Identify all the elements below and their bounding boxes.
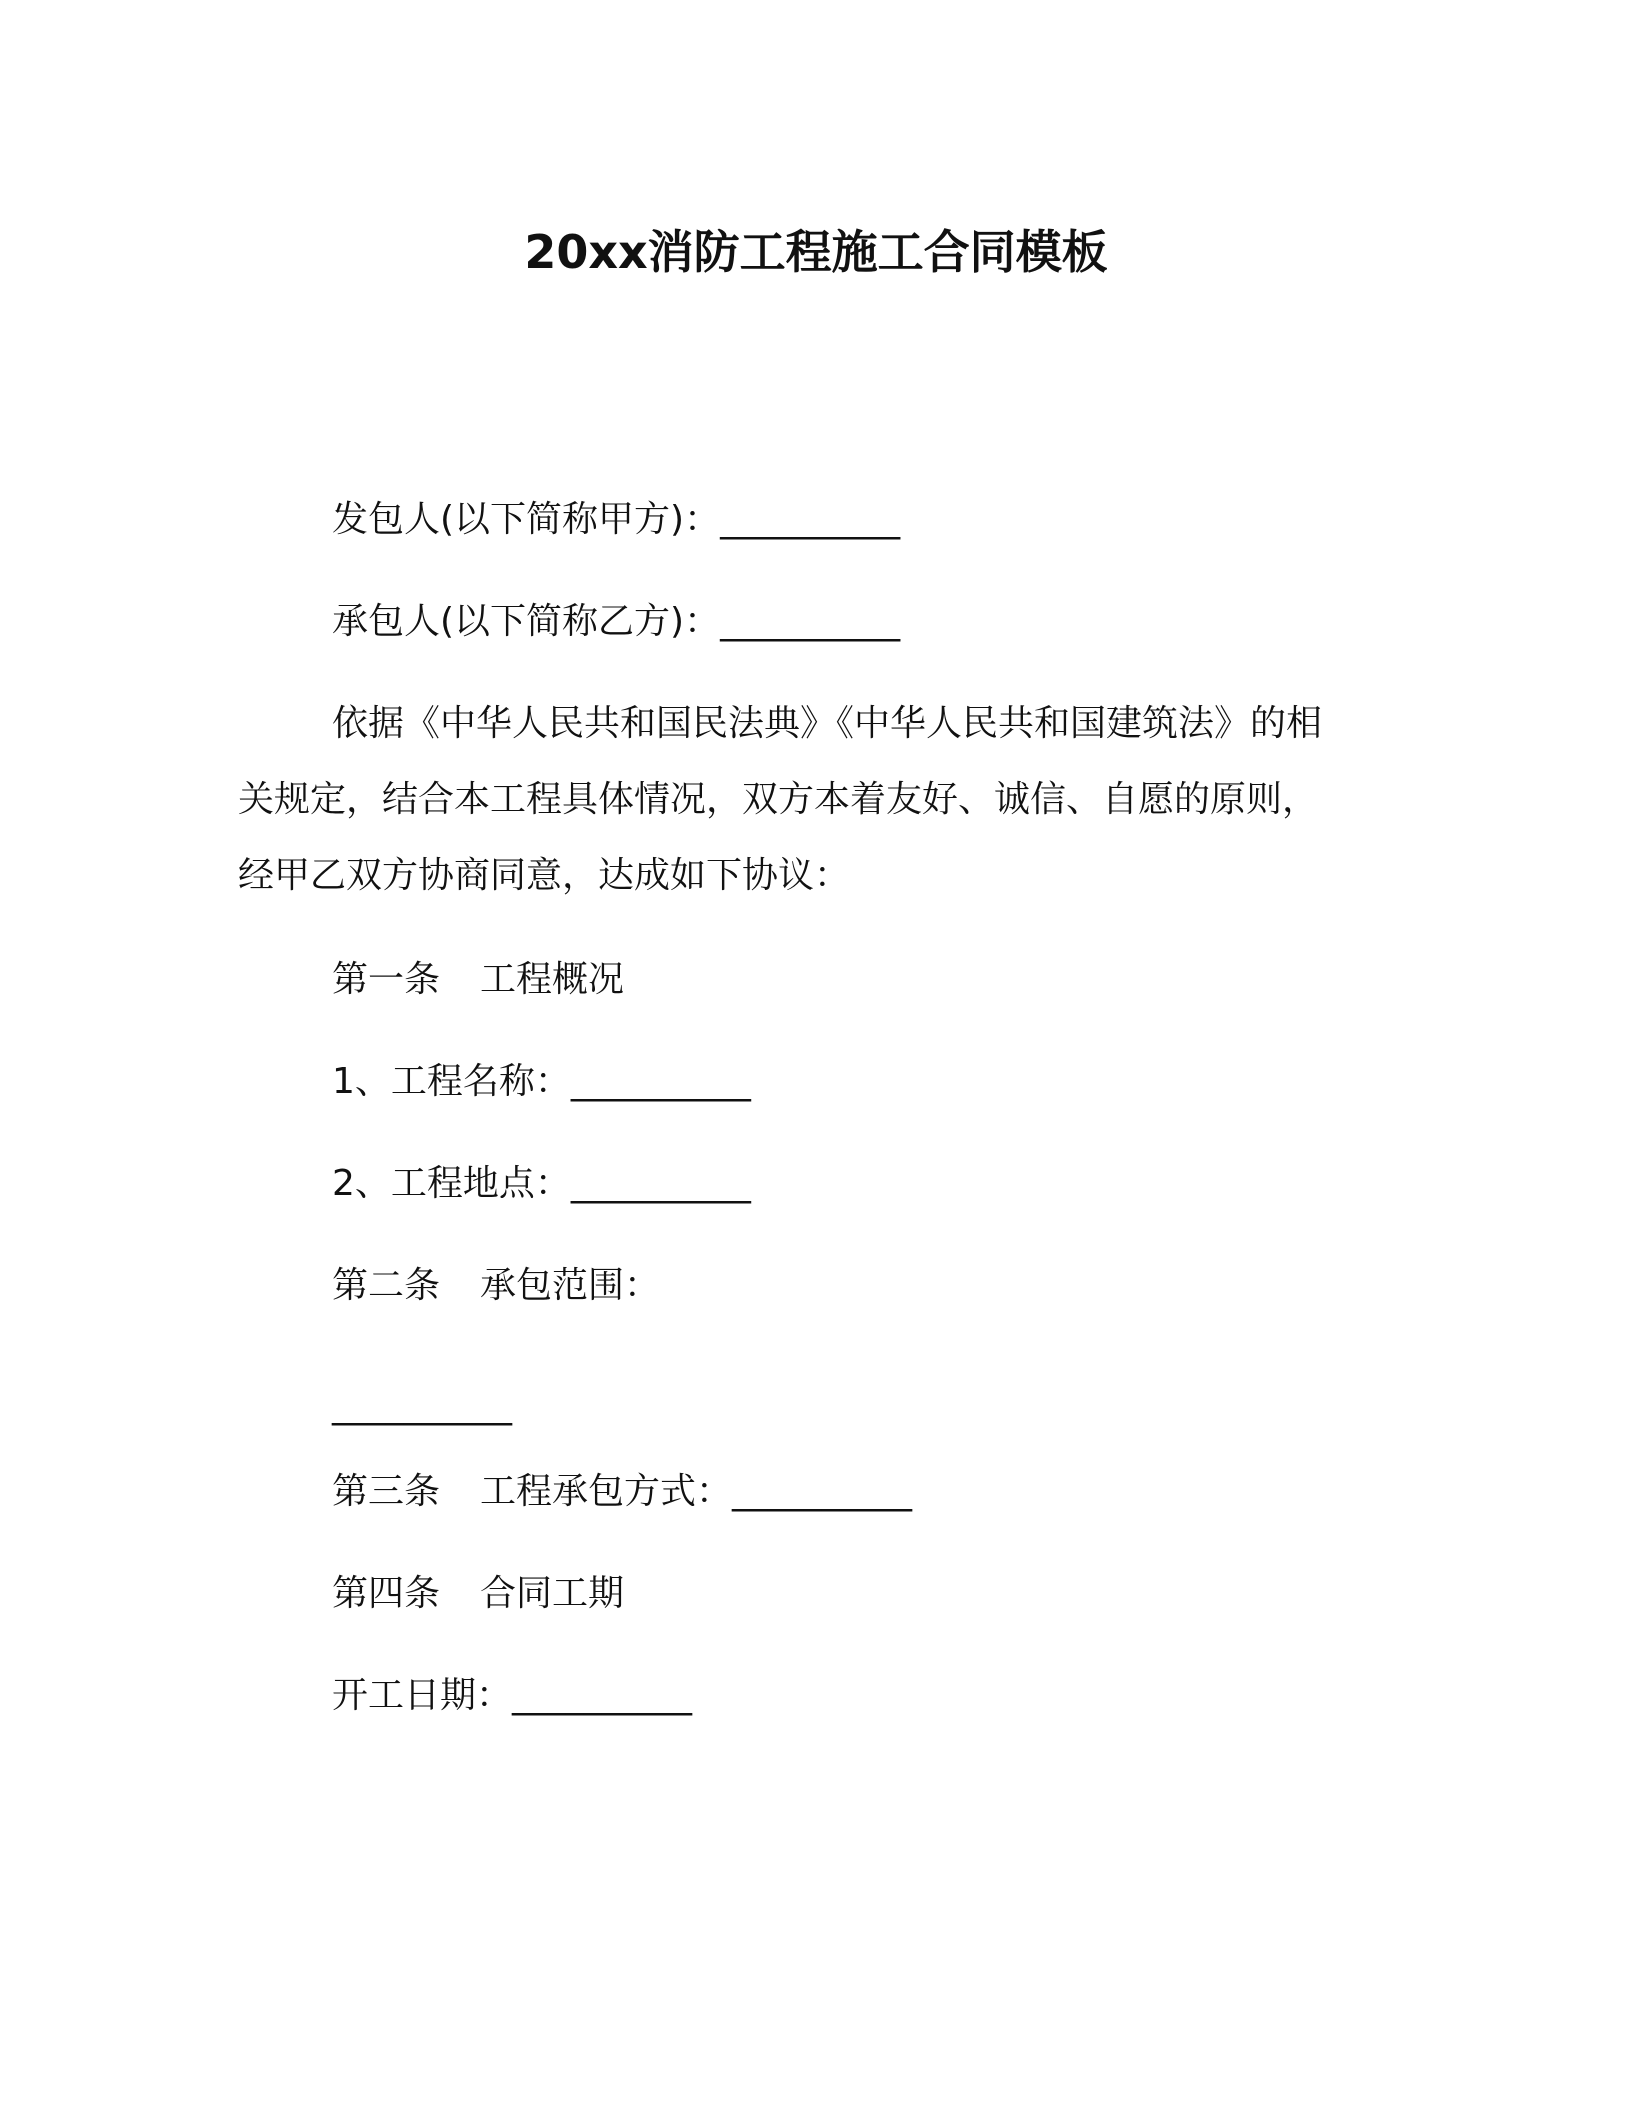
preamble-line-2: 关规定，结合本工程具体情况，双方本着友好、诚信、自愿的原则， xyxy=(238,779,1319,820)
start-date-line: 开工日期：__________ xyxy=(332,1675,693,1716)
article-3-number: 第三条 xyxy=(332,1471,441,1512)
article-1-number: 第一条 xyxy=(332,959,441,1000)
article-4-title: 合同工期 xyxy=(480,1573,625,1614)
article-2-number: 第二条 xyxy=(332,1265,441,1306)
article-1-heading xyxy=(332,956,624,1004)
article-4-heading xyxy=(332,1570,624,1618)
article-3-heading xyxy=(332,1468,912,1516)
project-name-line: 1、工程名称：__________ xyxy=(332,1061,751,1102)
project-location-line: 2、工程地点：__________ xyxy=(332,1163,751,1204)
party-b-line: 承包人(以下简称乙方)：__________ xyxy=(332,601,901,642)
preamble-line-1: 依据《中华人民共和国民法典》《中华人民共和国建筑法》的相 xyxy=(332,703,1323,744)
article-3-title: 工程承包方式：__________ xyxy=(480,1471,913,1512)
scope-blank-line: __________ xyxy=(332,1385,512,1426)
preamble-line-3: 经甲乙双方协商同意，达成如下协议： xyxy=(238,855,851,896)
article-4-number: 第四条 xyxy=(332,1573,441,1614)
party-a-line: 发包人(以下简称甲方)：__________ xyxy=(332,499,901,540)
article-1-title: 工程概况 xyxy=(480,959,625,1000)
article-2-title: 承包范围： xyxy=(480,1265,661,1306)
document-title: 20xx消防工程施工合同模板 xyxy=(524,225,1108,279)
article-2-heading xyxy=(332,1262,660,1310)
